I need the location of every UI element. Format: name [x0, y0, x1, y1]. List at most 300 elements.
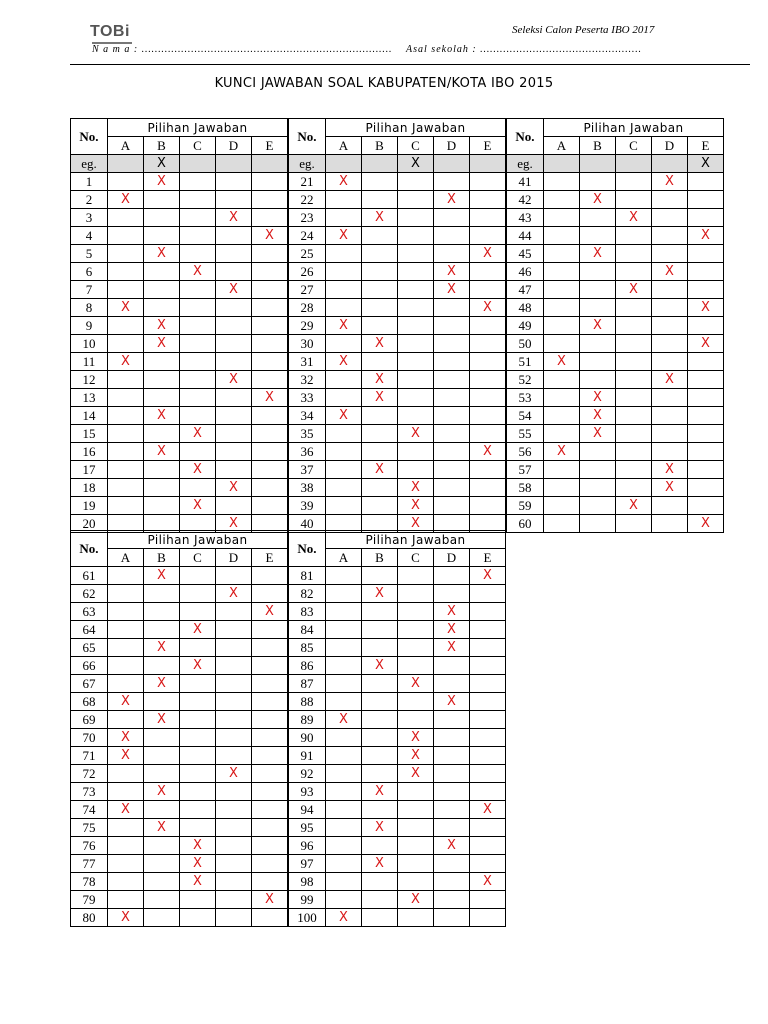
option-header-b: B: [580, 137, 616, 155]
option-header-d: D: [434, 137, 470, 155]
example-cell-b: [362, 155, 398, 173]
table-row: [71, 263, 288, 281]
question-number: 82: [289, 585, 326, 603]
option-header-e: E: [252, 549, 288, 567]
answer-cell-b: [580, 173, 616, 191]
answer-cell-d: [434, 209, 470, 227]
answer-cell-a: [108, 711, 144, 729]
option-header-d: D: [216, 137, 252, 155]
answer-cell-b: X: [144, 317, 180, 335]
answer-cell-d: [216, 497, 252, 515]
question-number: 25: [289, 245, 326, 263]
answer-cell-d: [216, 335, 252, 353]
answer-cell-d: [216, 855, 252, 873]
table-row: [71, 819, 288, 837]
question-number: 11: [71, 353, 108, 371]
example-cell-d: [216, 155, 252, 173]
answer-cell-b: [362, 479, 398, 497]
table-row: [71, 497, 288, 515]
answer-cell-d: [434, 227, 470, 245]
answer-cell-a: [108, 657, 144, 675]
answer-cell-a: [326, 603, 362, 621]
answer-cell-c: X: [616, 209, 652, 227]
table-row: [71, 711, 288, 729]
table-row: [289, 245, 506, 263]
answer-cell-c: [180, 389, 216, 407]
answer-cell-c: X: [180, 621, 216, 639]
answer-cell-d: [216, 711, 252, 729]
answer-cell-a: [108, 389, 144, 407]
answer-cell-d: X: [434, 263, 470, 281]
table-row: [289, 639, 506, 657]
answer-cell-e: [470, 729, 506, 747]
answer-cell-b: X: [144, 173, 180, 191]
question-number: 6: [71, 263, 108, 281]
table-row: [507, 281, 724, 299]
table-header-row: [507, 119, 724, 137]
answer-cell-c: [398, 801, 434, 819]
answer-cell-b: X: [362, 855, 398, 873]
answer-cell-b: [362, 837, 398, 855]
answer-cell-d: [652, 191, 688, 209]
answer-cell-b: X: [362, 335, 398, 353]
table-row: [289, 173, 506, 191]
question-number: 72: [71, 765, 108, 783]
answer-cell-d: [434, 819, 470, 837]
answer-cell-c: [180, 585, 216, 603]
answer-cell-a: [326, 765, 362, 783]
answer-cell-d: [216, 639, 252, 657]
table-row: [289, 567, 506, 585]
question-number: 86: [289, 657, 326, 675]
answer-cell-e: X: [470, 245, 506, 263]
answer-cell-e: X: [252, 891, 288, 909]
answer-cell-b: [580, 299, 616, 317]
answer-cell-a: [108, 497, 144, 515]
answer-cell-d: [216, 353, 252, 371]
answer-cell-e: [688, 173, 724, 191]
answer-cell-b: [362, 317, 398, 335]
answer-cell-e: [688, 263, 724, 281]
answer-cell-a: [108, 407, 144, 425]
answer-cell-e: [252, 837, 288, 855]
answer-cell-e: [470, 281, 506, 299]
question-number: 52: [507, 371, 544, 389]
answer-cell-b: [144, 281, 180, 299]
answer-cell-c: X: [398, 497, 434, 515]
table-row: [71, 173, 288, 191]
question-number: 98: [289, 873, 326, 891]
answer-cell-b: [144, 461, 180, 479]
answer-cell-a: X: [108, 801, 144, 819]
answer-cell-c: [398, 603, 434, 621]
answer-cell-e: [252, 801, 288, 819]
answer-cell-c: [616, 425, 652, 443]
answer-cell-d: [434, 497, 470, 515]
answer-cell-c: [616, 371, 652, 389]
answer-cell-c: [180, 407, 216, 425]
table-row: [71, 639, 288, 657]
question-number: 24: [289, 227, 326, 245]
answer-cell-a: [326, 819, 362, 837]
question-number: 27: [289, 281, 326, 299]
table-row: [289, 765, 506, 783]
answer-cell-c: [398, 227, 434, 245]
answer-cell-d: [216, 819, 252, 837]
question-number: 23: [289, 209, 326, 227]
answer-cell-a: [326, 657, 362, 675]
answer-cell-e: X: [252, 389, 288, 407]
answer-cell-b: [362, 729, 398, 747]
table-row: [507, 407, 724, 425]
answer-cell-c: X: [398, 515, 434, 533]
table-row: [507, 425, 724, 443]
question-number: 14: [71, 407, 108, 425]
question-number: 97: [289, 855, 326, 873]
answer-cell-c: [616, 461, 652, 479]
answer-cell-d: [434, 801, 470, 819]
table-row: [507, 443, 724, 461]
answer-cell-b: [580, 371, 616, 389]
answer-cell-d: X: [434, 621, 470, 639]
answer-cell-d: X: [652, 461, 688, 479]
question-number: 35: [289, 425, 326, 443]
answer-cell-e: [470, 479, 506, 497]
answer-cell-c: [398, 657, 434, 675]
answer-cell-e: [252, 497, 288, 515]
answer-cell-e: [470, 639, 506, 657]
table-row: [71, 461, 288, 479]
answer-cell-e: [470, 621, 506, 639]
answer-cell-a: [544, 461, 580, 479]
answer-cell-b: X: [362, 585, 398, 603]
table-row: [289, 801, 506, 819]
answer-cell-b: [362, 693, 398, 711]
answer-cell-b: [362, 443, 398, 461]
answer-cell-a: [326, 245, 362, 263]
example-label: eg.: [71, 155, 108, 173]
answer-cell-c: [616, 173, 652, 191]
answer-cell-d: [434, 425, 470, 443]
answer-cell-c: [398, 353, 434, 371]
answer-cell-a: [326, 425, 362, 443]
answer-table-61-80: [70, 530, 288, 927]
answer-cell-a: X: [326, 909, 362, 927]
answer-cell-d: X: [434, 191, 470, 209]
answer-cell-e: [252, 783, 288, 801]
table-row: [289, 461, 506, 479]
answer-cell-e: [252, 765, 288, 783]
answer-cell-a: [108, 567, 144, 585]
answer-cell-e: [252, 693, 288, 711]
answer-cell-e: [470, 461, 506, 479]
table-row: [507, 191, 724, 209]
answer-cell-b: [144, 873, 180, 891]
question-number: 81: [289, 567, 326, 585]
answer-cell-b: X: [362, 461, 398, 479]
answer-cell-b: [362, 873, 398, 891]
answer-cell-a: X: [108, 191, 144, 209]
answer-cell-c: [180, 371, 216, 389]
answer-cell-a: X: [544, 443, 580, 461]
example-cell-b: [580, 155, 616, 173]
answer-cell-b: [362, 425, 398, 443]
answer-cell-d: [652, 497, 688, 515]
question-number: 18: [71, 479, 108, 497]
answer-cell-c: X: [616, 281, 652, 299]
answer-cell-a: [544, 317, 580, 335]
answer-cell-a: X: [108, 299, 144, 317]
header-divider: [70, 64, 750, 65]
answer-cell-c: [398, 819, 434, 837]
answer-cell-e: X: [688, 227, 724, 245]
answer-cell-d: X: [216, 765, 252, 783]
table-row: [71, 783, 288, 801]
answer-cell-b: [580, 281, 616, 299]
answer-cell-a: [108, 783, 144, 801]
answer-cell-b: [144, 209, 180, 227]
answer-cell-e: [688, 245, 724, 263]
answer-cell-a: X: [108, 353, 144, 371]
answer-cell-c: [180, 747, 216, 765]
answer-cell-b: X: [144, 407, 180, 425]
answer-cell-c: [180, 603, 216, 621]
answer-cell-c: [616, 479, 652, 497]
table-row: [507, 245, 724, 263]
answer-cell-c: [180, 693, 216, 711]
table-row: [289, 479, 506, 497]
question-number: 62: [71, 585, 108, 603]
example-cell-c: X: [398, 155, 434, 173]
answer-cell-e: [470, 353, 506, 371]
table-row: [71, 855, 288, 873]
answer-cell-c: X: [180, 837, 216, 855]
question-number: 48: [507, 299, 544, 317]
example-label: eg.: [289, 155, 326, 173]
answer-cell-a: [326, 891, 362, 909]
table-row: [507, 299, 724, 317]
school-label: Asal sekolah: [406, 44, 469, 55]
table-row: [71, 765, 288, 783]
answer-cell-c: [180, 353, 216, 371]
question-number: 40: [289, 515, 326, 533]
answer-cell-b: [580, 515, 616, 533]
question-number: 34: [289, 407, 326, 425]
table-row: [289, 909, 506, 927]
question-number: 93: [289, 783, 326, 801]
answer-cell-b: [144, 909, 180, 927]
answer-cell-a: [326, 497, 362, 515]
answer-cell-b: [144, 191, 180, 209]
answer-cell-c: X: [180, 657, 216, 675]
answer-cell-d: [652, 353, 688, 371]
table-row: [71, 891, 288, 909]
answer-cell-c: X: [180, 855, 216, 873]
answer-cell-d: [434, 407, 470, 425]
answer-cell-c: [398, 173, 434, 191]
answer-cell-e: X: [252, 603, 288, 621]
answer-cell-c: [398, 209, 434, 227]
answer-cell-d: X: [434, 693, 470, 711]
answer-cell-c: [398, 693, 434, 711]
table-row: [289, 299, 506, 317]
question-number: 92: [289, 765, 326, 783]
answer-cell-e: [688, 479, 724, 497]
answer-cell-d: [652, 317, 688, 335]
table-row: [71, 245, 288, 263]
question-number: 87: [289, 675, 326, 693]
table-row: [289, 443, 506, 461]
question-number: 49: [507, 317, 544, 335]
table-row: [71, 479, 288, 497]
answer-cell-d: [216, 693, 252, 711]
question-number: 21: [289, 173, 326, 191]
table-row: [289, 837, 506, 855]
answer-cell-e: [470, 263, 506, 281]
question-number: 1: [71, 173, 108, 191]
answer-cell-d: X: [216, 209, 252, 227]
answer-cell-a: [108, 639, 144, 657]
answer-cell-d: [434, 567, 470, 585]
table-row: [507, 335, 724, 353]
question-number: 12: [71, 371, 108, 389]
question-number: 42: [507, 191, 544, 209]
answer-cell-c: [180, 479, 216, 497]
question-number: 100: [289, 909, 326, 927]
option-header-a: A: [108, 137, 144, 155]
answer-cell-b: X: [580, 245, 616, 263]
question-number: 9: [71, 317, 108, 335]
table-row: [289, 675, 506, 693]
answer-cell-a: [108, 585, 144, 603]
answer-cell-a: [108, 263, 144, 281]
answer-cell-e: [470, 783, 506, 801]
answer-cell-a: [326, 191, 362, 209]
answer-cell-d: [434, 335, 470, 353]
answer-cell-e: [470, 389, 506, 407]
question-number: 99: [289, 891, 326, 909]
question-number: 4: [71, 227, 108, 245]
answer-cell-a: [326, 461, 362, 479]
answer-cell-c: [398, 389, 434, 407]
answer-cell-e: [470, 191, 506, 209]
answer-cell-a: [544, 479, 580, 497]
table-row: [289, 191, 506, 209]
table-row: [71, 299, 288, 317]
answer-cell-a: [326, 855, 362, 873]
answer-cell-e: [252, 729, 288, 747]
answer-cell-a: [108, 209, 144, 227]
answer-cell-a: [326, 281, 362, 299]
answer-cell-c: X: [180, 263, 216, 281]
answer-cell-a: [108, 479, 144, 497]
question-number: 94: [289, 801, 326, 819]
answer-cell-b: [144, 657, 180, 675]
question-number: 20: [71, 515, 108, 533]
answer-cell-b: X: [144, 711, 180, 729]
answer-cell-d: [216, 173, 252, 191]
answer-cell-c: [180, 909, 216, 927]
answer-cell-e: [470, 837, 506, 855]
answer-cell-b: X: [580, 317, 616, 335]
answer-cell-e: X: [252, 227, 288, 245]
answer-cell-c: [180, 801, 216, 819]
answer-cell-c: X: [180, 425, 216, 443]
answer-cell-e: X: [470, 873, 506, 891]
answer-cell-c: [180, 891, 216, 909]
answer-cell-e: [252, 675, 288, 693]
answer-cell-c: X: [180, 497, 216, 515]
answer-cell-a: [544, 497, 580, 515]
table-row: [289, 497, 506, 515]
question-number: 29: [289, 317, 326, 335]
answer-cell-a: [544, 515, 580, 533]
answer-cell-a: X: [108, 909, 144, 927]
table-row: [71, 801, 288, 819]
answer-cell-e: [252, 855, 288, 873]
table-row: [71, 317, 288, 335]
answer-cell-d: [434, 353, 470, 371]
option-header-e: E: [470, 137, 506, 155]
answer-cell-b: [362, 227, 398, 245]
no-header: No.: [507, 119, 544, 155]
question-number: 44: [507, 227, 544, 245]
answer-cell-c: [398, 567, 434, 585]
no-header: No.: [289, 119, 326, 155]
question-number: 26: [289, 263, 326, 281]
pilihan-header: Pilihan Jawaban: [326, 119, 506, 137]
table-row: [507, 317, 724, 335]
answer-cell-c: [398, 783, 434, 801]
answer-cell-e: [470, 765, 506, 783]
table-row: [289, 657, 506, 675]
table-row: [71, 837, 288, 855]
answer-cell-c: [616, 263, 652, 281]
answer-cell-d: [434, 873, 470, 891]
answer-cell-d: [216, 837, 252, 855]
answer-cell-e: [252, 819, 288, 837]
answer-cell-a: [108, 765, 144, 783]
answer-cell-e: [470, 173, 506, 191]
answer-cell-c: [398, 281, 434, 299]
table-row: [289, 783, 506, 801]
answer-cell-e: [470, 585, 506, 603]
answer-cell-b: [362, 747, 398, 765]
header-fields: [92, 44, 642, 55]
answer-cell-e: [252, 173, 288, 191]
answer-cell-c: [180, 173, 216, 191]
answer-cell-c: [398, 191, 434, 209]
answer-cell-d: [434, 711, 470, 729]
answer-cell-d: [216, 603, 252, 621]
answer-cell-d: [216, 675, 252, 693]
answer-cell-e: [470, 209, 506, 227]
answer-cell-b: X: [580, 191, 616, 209]
answer-table-21-40: [288, 118, 506, 533]
question-number: 10: [71, 335, 108, 353]
answer-cell-a: [326, 675, 362, 693]
question-number: 36: [289, 443, 326, 461]
answer-cell-c: [398, 461, 434, 479]
question-number: 73: [71, 783, 108, 801]
answer-cell-d: X: [652, 173, 688, 191]
answer-cell-b: [362, 263, 398, 281]
answer-cell-a: [544, 389, 580, 407]
answer-cell-b: [362, 173, 398, 191]
answer-cell-c: [180, 783, 216, 801]
answer-cell-e: [688, 371, 724, 389]
answer-cell-b: [362, 299, 398, 317]
